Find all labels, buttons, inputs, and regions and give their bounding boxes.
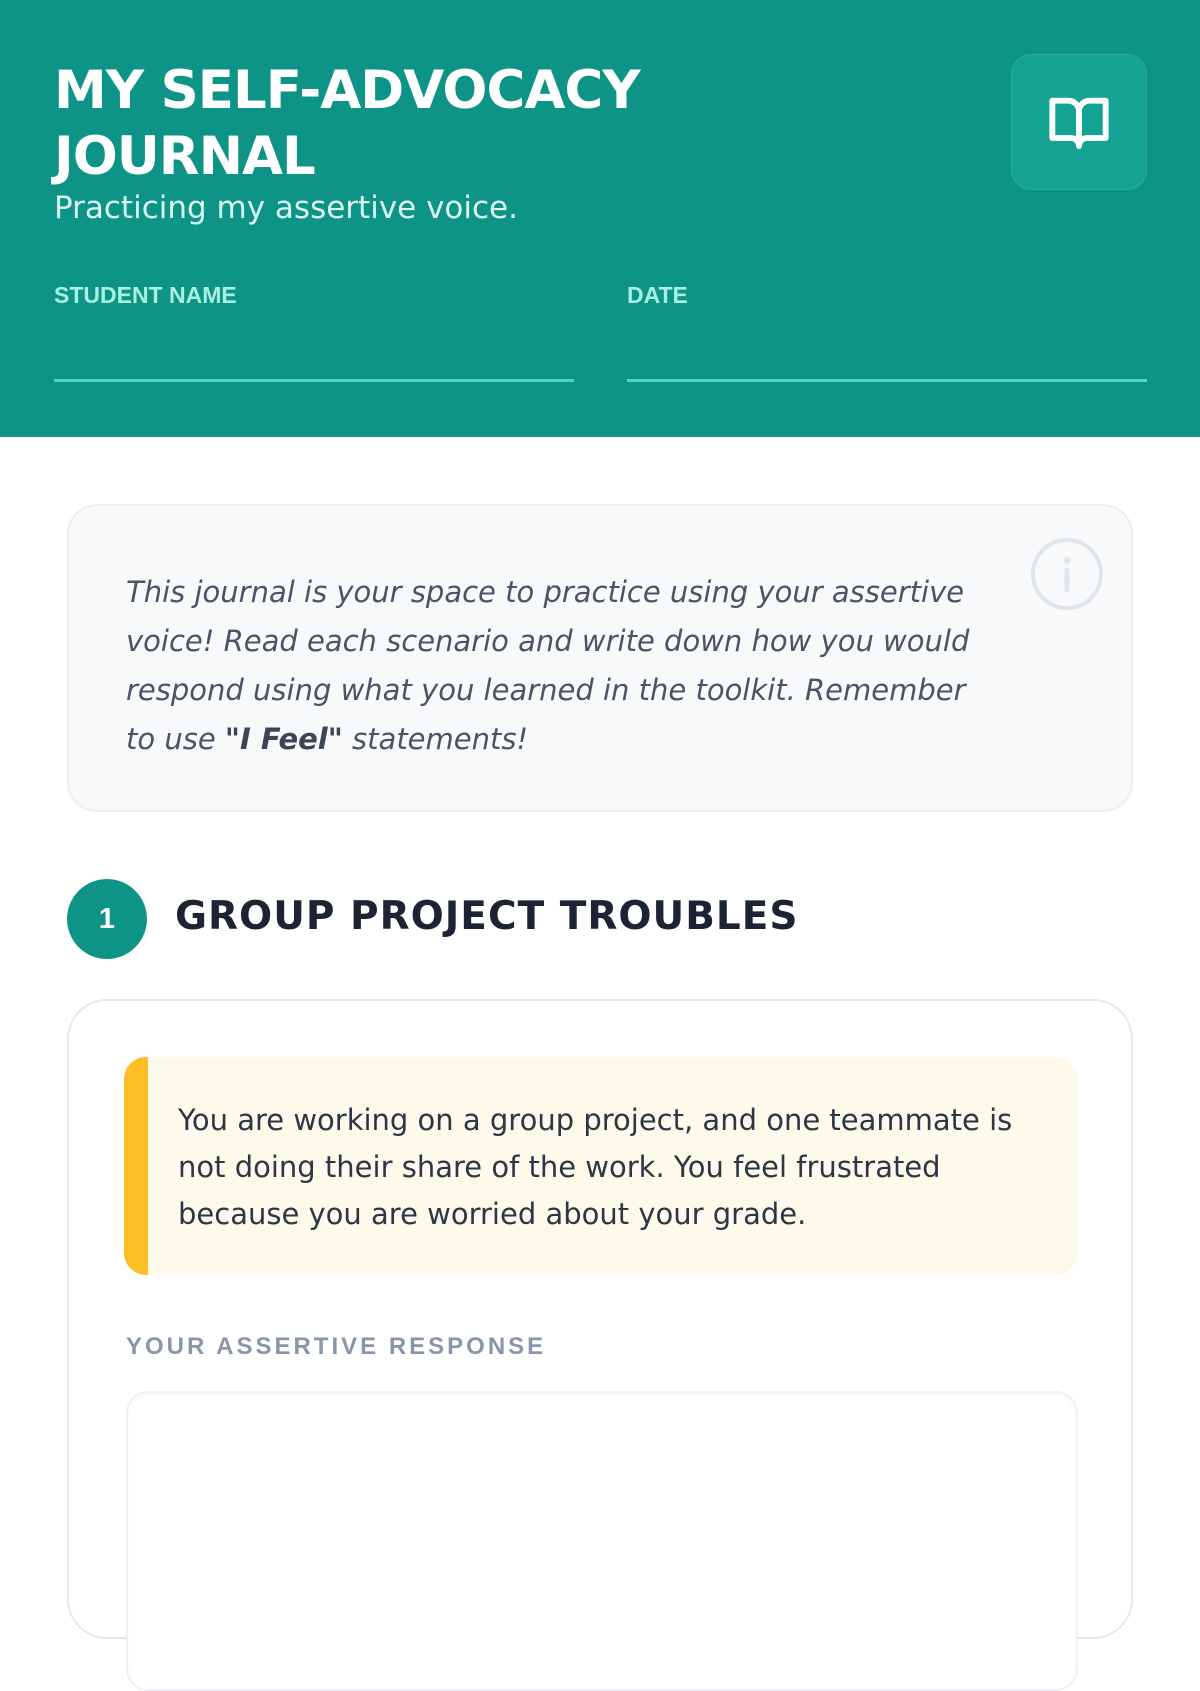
- intro-text-start: This journal is your space to practice using your assertive voice! Read each scenario and write down how you would respond using what you learned in the toolkit. Remember to use: [126, 575, 970, 756]
- scenario-number-badge: 1: [67, 879, 147, 959]
- scenario-description: You are working on a group project, and one teammate is not doing their share of the work. You feel frustrated because you are worried about your grade.: [178, 1103, 1013, 1231]
- title-line-2: JOURNAL: [54, 126, 315, 187]
- title-line-1: MY SELF-ADVOCACY: [54, 60, 640, 121]
- page-subtitle: Practicing my assertive voice.: [54, 190, 518, 226]
- response-label: YOUR ASSERTIVE RESPONSE: [126, 1333, 547, 1360]
- intro-card: [67, 504, 1133, 812]
- intro-text-end: statements!: [342, 722, 529, 756]
- info-icon: [1029, 536, 1105, 617]
- intro-text: [126, 568, 986, 764]
- response-textarea[interactable]: [126, 1391, 1078, 1691]
- date-label: DATE: [627, 282, 688, 308]
- scenario-title: GROUP PROJECT TROUBLES: [175, 894, 799, 939]
- scenario-card: [67, 999, 1133, 1639]
- student-name-field[interactable]: [54, 379, 574, 382]
- journal-book-button[interactable]: [1011, 54, 1147, 190]
- page-title: [54, 58, 774, 190]
- book-open-icon: [1047, 90, 1111, 154]
- date-field[interactable]: [627, 379, 1147, 382]
- student-name-label: STUDENT NAME: [54, 282, 237, 308]
- scenario-description-box: [124, 1057, 1078, 1275]
- journal-header: [0, 0, 1200, 437]
- intro-text-bold: "I Feel": [224, 722, 343, 756]
